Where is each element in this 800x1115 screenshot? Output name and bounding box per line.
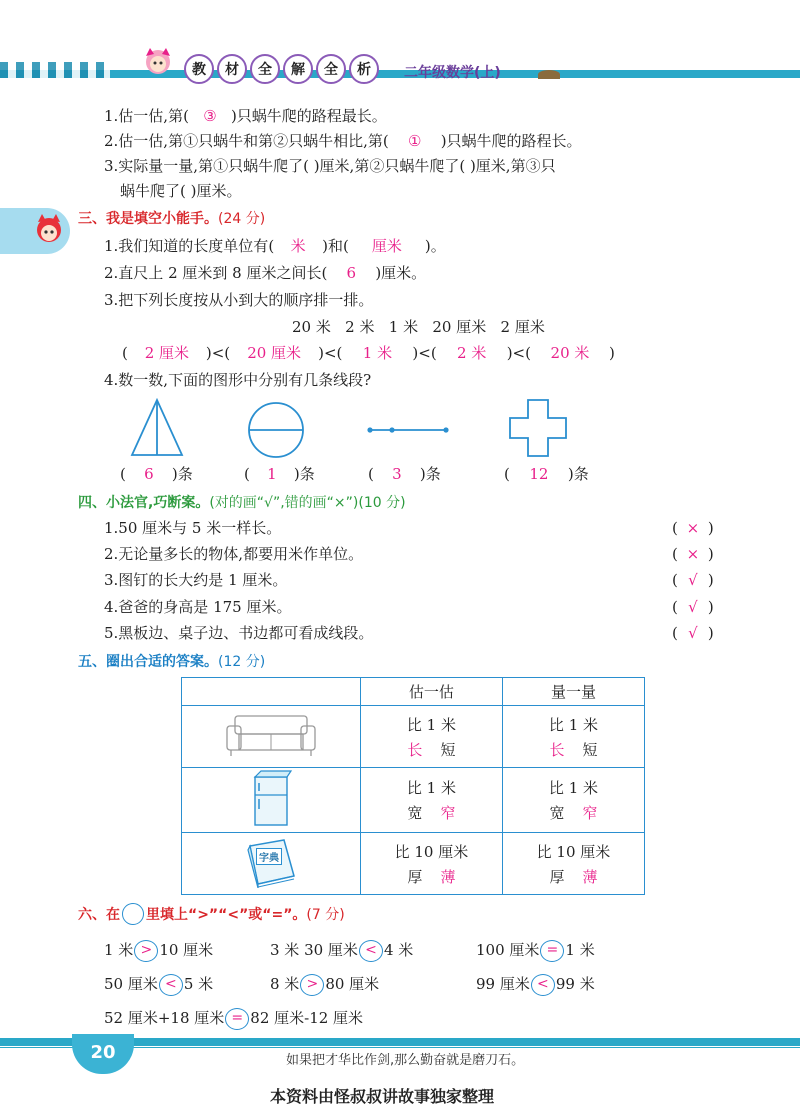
order-3: 1 米 [362, 344, 393, 362]
compare-sign: < [359, 940, 383, 962]
s4-item: 1.50 厘米与 5 米一样长。 [104, 519, 282, 537]
compare-left: 100 厘米 [476, 941, 540, 959]
side-mascot-icon [34, 214, 64, 252]
s4-item: 2.无论量多长的物体,都要用米作单位。 [104, 545, 364, 563]
compare-sign: > [300, 974, 324, 996]
s4-item: 5.黑板边、桌子边、书边都可看成线段。 [104, 624, 374, 642]
snail-q3-line2: 蜗牛爬了( )厘米。 [120, 182, 242, 200]
section5-heading [78, 651, 265, 671]
snail-q1-tail: )只蜗牛爬的路程最长。 [230, 107, 387, 125]
circle-figure [246, 400, 306, 460]
s4-item: 4.爸爸的身高是 175 厘米。 [104, 598, 292, 616]
title-char: 全 [316, 54, 346, 84]
s4-mark: ( × ) [672, 519, 714, 537]
s3-q2-text: 2.直尺上 2 厘米到 8 厘米之间长( [104, 264, 328, 282]
count-circle: 1 [267, 465, 277, 483]
table-header-estimate: 估一估 [360, 678, 502, 706]
s3-q1-answer1: 米 [290, 237, 306, 255]
choice: 宽 [407, 804, 423, 822]
cell-top: 比 10 厘米 [394, 842, 469, 861]
compare-sign: = [540, 940, 564, 962]
compare-item [476, 974, 595, 996]
s4-mark: ( √ ) [672, 624, 714, 642]
s3-q3-items: 20 米 2 米 1 米 20 厘米 2 厘米 [292, 318, 545, 336]
compare-right: 4 米 [383, 941, 414, 959]
order-2: 20 厘米 [247, 344, 302, 362]
compare-item [104, 1008, 363, 1030]
table-header-empty [182, 678, 361, 706]
count-cross: 12 [529, 465, 549, 483]
triangle-figure [130, 398, 184, 458]
s3-q2 [104, 263, 426, 283]
section6-heading [78, 903, 345, 925]
compare-right: 5 米 [183, 975, 214, 993]
order-1: 2 厘米 [144, 344, 190, 362]
footer-credit: 本资料由怪叔叔讲故事独家整理 [270, 1087, 495, 1106]
choice: 短 [440, 740, 456, 759]
s4-mark-value: × [686, 545, 700, 563]
compare-sign: < [159, 974, 183, 996]
title-char: 教 [184, 54, 214, 84]
compare-right: 82 厘米-12 厘米 [250, 1009, 364, 1027]
header-band [0, 70, 800, 78]
count-segment: 3 [392, 465, 402, 483]
table-row [182, 768, 645, 833]
cell-top: 比 1 米 [406, 779, 456, 797]
blank-circle-icon [122, 903, 144, 925]
compare-right: 1 米 [565, 941, 595, 959]
compare-left: 52 厘米+18 厘米 [104, 1009, 225, 1027]
compare-left: 1 米 [104, 941, 134, 959]
compare-sign: = [225, 1008, 249, 1030]
compare-left: 8 米 [270, 975, 300, 993]
snail-q2-answer: ① [407, 132, 422, 150]
dictionary-image [182, 833, 361, 895]
cross-figure [508, 398, 568, 458]
unit-label: 条 [177, 465, 193, 483]
snail-q1-answer: ③ [203, 107, 217, 125]
header-title [184, 54, 382, 84]
cell-top: 比 1 米 [548, 779, 599, 797]
s3-q4: 4.数一数,下面的图形中分别有几条线段? [104, 371, 372, 389]
compare-left: 99 厘米 [476, 975, 530, 993]
s3-q3: 3.把下列长度按从小到大的顺序排一排。 [104, 291, 374, 309]
s4-mark-value: × [686, 519, 700, 537]
header-checker [0, 62, 110, 78]
title-char: 解 [283, 54, 313, 84]
order-5: 20 米 [550, 344, 590, 362]
s4-mark-value: √ [688, 598, 698, 616]
title-char: 析 [349, 54, 379, 84]
segment-figure [366, 424, 450, 436]
s3-q1-tail: )。 [424, 237, 446, 255]
choice-selected: 长 [549, 740, 565, 759]
page-number: 20 [90, 1042, 116, 1063]
section3-title: 三、我是填空小能手。 [78, 211, 218, 227]
compare-left: 3 米 30 厘米 [270, 941, 358, 959]
footer-motto: 如果把才华比作剑,那么勤奋就是磨刀石。 [286, 1053, 525, 1068]
compare-right: 80 厘米 [325, 975, 380, 993]
estimate-cell [360, 833, 502, 895]
s3-q1 [104, 236, 446, 256]
snail-q2-text: 2.估一估,第①只蜗牛和第②只蜗牛相比,第( [104, 132, 389, 150]
s3-q4-answer2: ( 1 )条 [244, 465, 315, 483]
snail-q1-text: 1.估一估,第( [104, 107, 189, 125]
section6-score: (7 分) [306, 907, 345, 923]
compare-table [181, 677, 645, 895]
s4-mark: ( × ) [672, 545, 714, 563]
s3-q1-answer2: 厘米 [371, 237, 402, 255]
count-triangle: 6 [144, 465, 154, 483]
estimate-cell [360, 768, 502, 833]
choice-selected: 薄 [440, 867, 456, 886]
cell-top: 比 1 米 [406, 715, 456, 734]
snail-q2-tail: )只蜗牛爬的路程长。 [440, 132, 582, 150]
measure-cell [502, 706, 644, 768]
unit-label: 条 [573, 465, 589, 483]
section6-title-a: 六、在 [78, 907, 120, 923]
compare-left: 50 厘米 [104, 975, 158, 993]
snail-q2 [104, 131, 582, 151]
table-header-measure: 量一量 [502, 678, 644, 706]
section3-heading [78, 208, 265, 228]
section4-title: 四、小法官,巧断案。 [78, 495, 210, 511]
choice: 短 [582, 740, 598, 759]
section3-score: (24 分) [218, 211, 266, 227]
cell-top: 比 10 厘米 [536, 842, 611, 861]
measure-cell [502, 833, 644, 895]
mascot-logo [138, 46, 178, 80]
fridge-image [182, 768, 361, 833]
dictionary-label: 字典 [256, 848, 282, 865]
compare-item [104, 940, 213, 962]
section5-title: 五、圈出合适的答案。 [78, 654, 218, 670]
title-char: 全 [250, 54, 280, 84]
measure-cell [502, 768, 644, 833]
unit-label: 条 [425, 465, 441, 483]
header-ornament-icon [538, 70, 560, 79]
snail-q3-line1: 3.实际量一量,第①只蜗牛爬了( )厘米,第②只蜗牛爬了( )厘米,第③只 [104, 157, 556, 175]
choice: 厚 [407, 867, 423, 886]
compare-sign: < [531, 974, 555, 996]
section5-score: (12 分) [218, 654, 266, 670]
s3-q4-answer3: ( 3 )条 [368, 465, 441, 483]
compare-item [476, 940, 595, 962]
s4-mark-value: √ [688, 571, 698, 589]
s3-q4-answers: ( 6 )条 [120, 465, 193, 483]
section6-title-b: 里填上“>”“<”或“=”。 [146, 907, 307, 923]
choice: 宽 [549, 804, 565, 822]
compare-sign: > [134, 940, 158, 962]
title-char: 材 [217, 54, 247, 84]
choice-selected: 窄 [582, 804, 598, 822]
s4-mark-value: √ [688, 624, 698, 642]
choice: 厚 [549, 867, 565, 886]
s3-q1-text: 1.我们知道的长度单位有( [104, 237, 275, 255]
s3-q4-answer4: ( 12 )条 [504, 465, 589, 483]
compare-right: 10 厘米 [159, 941, 214, 959]
section4-note: (对的画“√”,错的画“×”)(10 分) [209, 495, 406, 511]
compare-item [270, 940, 413, 962]
compare-right: 99 米 [555, 975, 595, 993]
cell-top: 比 1 米 [548, 715, 599, 734]
estimate-cell [360, 706, 502, 768]
table-row [182, 706, 645, 768]
s3-q1-mid: )和( [322, 237, 349, 255]
s3-q2-answer: 6 [346, 264, 357, 282]
s4-item: 3.图钉的长大约是 1 厘米。 [104, 571, 288, 589]
s4-mark: ( √ ) [672, 571, 714, 589]
table-row [182, 833, 645, 895]
unit-label: 条 [299, 465, 315, 483]
snail-q1 [104, 106, 387, 126]
order-4: 2 米 [457, 344, 487, 362]
sofa-image [182, 706, 361, 768]
compare-item [104, 974, 213, 996]
header-subtitle: 二年级数学(上) [404, 65, 501, 81]
section4-heading [78, 492, 406, 512]
choice-selected: 长 [407, 740, 423, 759]
s3-q2-tail: )厘米。 [375, 264, 427, 282]
choice-selected: 窄 [440, 804, 456, 822]
choice-selected: 薄 [582, 867, 598, 886]
s4-mark: ( √ ) [672, 598, 714, 616]
compare-item [270, 974, 379, 996]
s3-q3-order: ( 2 厘米 )<( 20 厘米 )<( 1 米 )<( 2 米 )<( 20 米 ) [122, 344, 615, 362]
